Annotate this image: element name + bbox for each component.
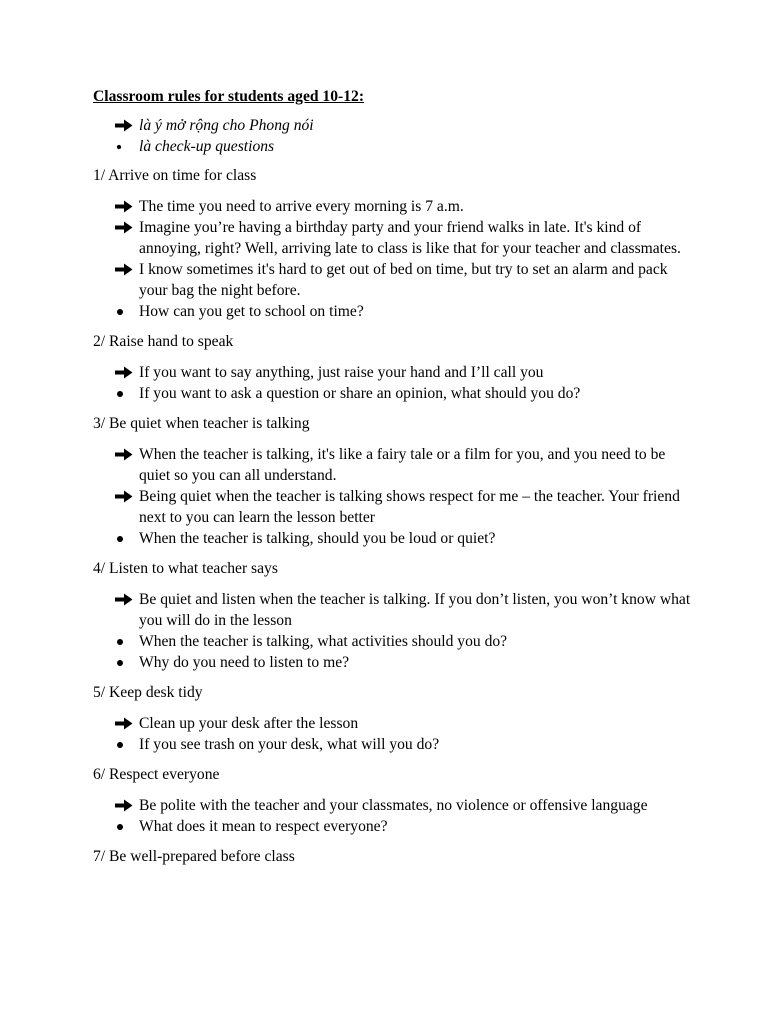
right-arrow-icon <box>115 221 133 234</box>
elaboration-item <box>93 196 693 217</box>
elaboration-item <box>93 444 693 486</box>
bullet-icon <box>117 660 123 666</box>
right-arrow-icon <box>115 717 133 730</box>
item-text: What does it mean to respect everyone? <box>139 818 388 835</box>
item-text: When the teacher is talking, what activities should you do? <box>139 633 508 650</box>
item-text: Being quiet when the teacher is talking shows respect for me – the teacher. Your friend next to you can learn the lesson better <box>139 488 680 526</box>
arrow-marker <box>93 444 139 465</box>
rule-heading: 1/ Arrive on time for class <box>93 167 257 184</box>
item-text: If you want to ask a question or share an opinion, what should you do? <box>139 385 581 402</box>
item-text: If you want to say anything, just raise your hand and I’ll call you <box>139 364 544 381</box>
arrow-marker <box>93 259 139 280</box>
right-arrow-icon <box>115 799 133 812</box>
check-up-question-item <box>93 383 693 404</box>
rule-heading: 5/ Keep desk tidy <box>93 684 203 701</box>
legend-item <box>93 115 693 136</box>
bullet-marker <box>93 528 139 549</box>
item-text: I know sometimes it's hard to get out of bed on time, but try to set an alarm and pack your bag the night before. <box>139 261 668 299</box>
arrow-marker <box>93 362 139 383</box>
bullet-icon <box>117 536 123 542</box>
item-text: Be polite with the teacher and your classmates, no violence or offensive language <box>139 797 648 814</box>
bullet-icon <box>117 824 123 830</box>
bullet-icon <box>117 309 123 315</box>
check-up-question-item <box>93 816 693 837</box>
check-up-question-item <box>93 631 693 652</box>
item-text: When the teacher is talking, should you be loud or quiet? <box>139 530 496 547</box>
legend-item <box>93 136 693 157</box>
elaboration-item <box>93 217 693 259</box>
check-up-question-item <box>93 652 693 673</box>
right-arrow-icon <box>115 593 133 606</box>
rule-items <box>93 196 693 322</box>
elaboration-item <box>93 362 693 383</box>
item-text: If you see trash on your desk, what will you do? <box>139 736 440 753</box>
elaboration-item <box>93 713 693 734</box>
bullet-icon <box>117 639 123 645</box>
item-text: How can you get to school on time? <box>139 303 364 320</box>
rule-heading: 2/ Raise hand to speak <box>93 333 234 350</box>
right-arrow-icon <box>115 119 133 132</box>
check-up-question-item <box>93 734 693 755</box>
item-text: When the teacher is talking, it's like a fairy tale or a film for you, and you need to be quiet so you can all understand. <box>139 446 666 484</box>
arrow-marker <box>93 486 139 507</box>
bullet-icon <box>117 742 123 748</box>
rule-items <box>93 444 693 549</box>
arrow-marker <box>93 795 139 816</box>
item-text: Be quiet and listen when the teacher is talking. If you don’t listen, you won’t know what you will do in the lesson <box>139 591 691 629</box>
item-text: là ý mở rộng cho Phong nói <box>139 117 314 134</box>
arrow-marker <box>93 713 139 734</box>
bullet-marker <box>93 301 139 322</box>
elaboration-item <box>93 589 693 631</box>
bullet-marker <box>93 136 139 157</box>
elaboration-item <box>93 486 693 528</box>
arrow-marker <box>93 115 139 136</box>
check-up-question-item <box>93 528 693 549</box>
bullet-marker <box>93 734 139 755</box>
item-text: là check-up questions <box>139 138 275 155</box>
elaboration-item <box>93 259 693 301</box>
legend <box>93 115 693 157</box>
rule-heading: 4/ Listen to what teacher says <box>93 560 278 577</box>
bullet-marker <box>93 816 139 837</box>
arrow-marker <box>93 589 139 610</box>
right-arrow-icon <box>115 200 133 213</box>
item-text: Imagine you’re having a birthday party and your friend walks in late. It's kind of annoying, right? Well, arriving late to class is like that for your teacher and classmates. <box>139 219 681 257</box>
check-up-question-item <box>93 301 693 322</box>
arrow-marker <box>93 217 139 238</box>
rule-heading: 7/ Be well-prepared before class <box>93 848 295 865</box>
rule-items <box>93 713 693 755</box>
rule-items <box>93 362 693 404</box>
document-page <box>93 86 693 877</box>
rule-items <box>93 795 693 837</box>
document-title: Classroom rules for students aged 10-12: <box>93 88 365 105</box>
rule-items <box>93 589 693 673</box>
bullet-marker <box>93 383 139 404</box>
right-arrow-icon <box>115 448 133 461</box>
right-arrow-icon <box>115 490 133 503</box>
item-text: Clean up your desk after the lesson <box>139 715 359 732</box>
bullet-marker <box>93 652 139 673</box>
arrow-marker <box>93 196 139 217</box>
item-text: Why do you need to listen to me? <box>139 654 350 671</box>
bullet-icon <box>116 144 121 149</box>
elaboration-item <box>93 795 693 816</box>
bullet-icon <box>117 391 123 397</box>
right-arrow-icon <box>115 366 133 379</box>
rules-list <box>93 165 693 867</box>
rule-heading: 3/ Be quiet when teacher is talking <box>93 415 310 432</box>
rule-heading: 6/ Respect everyone <box>93 766 220 783</box>
item-text: The time you need to arrive every morning is 7 a.m. <box>139 198 464 215</box>
bullet-marker <box>93 631 139 652</box>
right-arrow-icon <box>115 263 133 276</box>
